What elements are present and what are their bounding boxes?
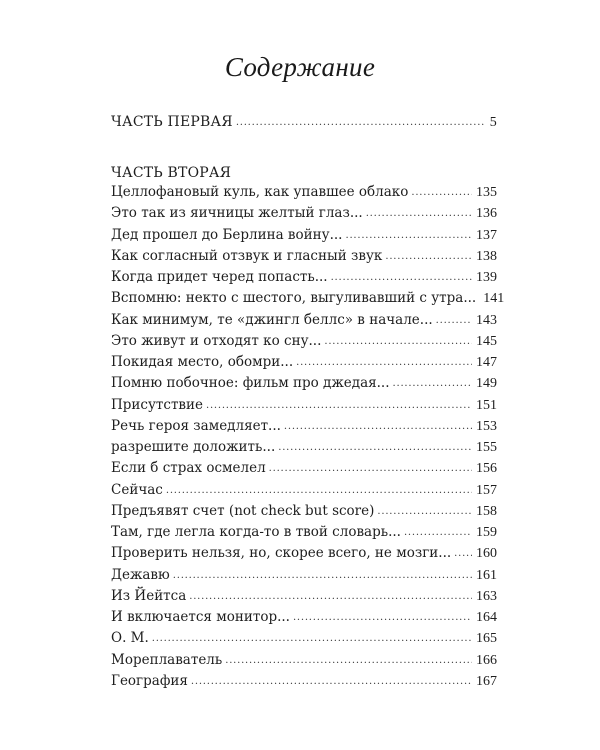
toc-entry-title: Как минимум, те «джингл беллс» в начале... bbox=[111, 311, 433, 328]
toc-entry bbox=[111, 652, 497, 673]
dot-leader bbox=[377, 506, 472, 517]
toc-entry-page-number: 135 bbox=[476, 185, 497, 200]
dot-leader bbox=[173, 570, 472, 581]
toc-entry-page-number: 143 bbox=[476, 312, 497, 328]
dot-leader bbox=[284, 421, 472, 432]
toc-entry-title: Там, где легла когда-то в твой словарь... bbox=[111, 524, 401, 540]
toc-entry-title: Из Йейтса bbox=[111, 587, 187, 604]
toc-entry-page-number: 141 bbox=[483, 291, 505, 307]
toc-entry-title: Речь героя замедляет... bbox=[111, 417, 281, 434]
toc-entry bbox=[111, 524, 497, 545]
part-one-label: ЧАСТЬ ПЕРВАЯ bbox=[111, 114, 233, 130]
part-one-page-number: 5 bbox=[489, 115, 497, 130]
toc-entry bbox=[111, 354, 497, 375]
toc-entry bbox=[111, 588, 497, 609]
toc-entry-page-number: 166 bbox=[476, 652, 497, 668]
toc-entry bbox=[111, 503, 497, 524]
toc-entry-title: разрешите доложить... bbox=[111, 439, 276, 455]
toc-entry-page-number: 147 bbox=[476, 355, 497, 370]
toc-part-one-row bbox=[111, 114, 497, 136]
toc-entry bbox=[111, 418, 497, 439]
page-title: Содержание bbox=[224, 52, 376, 82]
toc-entry-title: Присутствие bbox=[111, 396, 204, 413]
dot-leader bbox=[296, 357, 472, 368]
dot-leader bbox=[225, 655, 472, 666]
toc-entry-title: Это так из яичницы желтый глаз... bbox=[111, 205, 363, 222]
toc-entry-page-number: 167 bbox=[476, 673, 497, 689]
toc-entry-title: География bbox=[111, 672, 188, 689]
toc-entry bbox=[111, 460, 497, 481]
dot-leader bbox=[385, 251, 472, 262]
toc-entry-title: Дед прошел до Берлина войну... bbox=[111, 226, 343, 243]
toc-entry-title: Целлофановый куль, как упавшее облако bbox=[111, 184, 409, 200]
toc-entry bbox=[111, 269, 497, 290]
dot-leader bbox=[393, 378, 472, 389]
toc-entry bbox=[111, 248, 497, 269]
dot-leader bbox=[236, 117, 486, 128]
toc-entry bbox=[111, 227, 497, 248]
toc-entry-title: Это живут и отходят ко сну... bbox=[111, 332, 322, 349]
toc-entry bbox=[111, 609, 497, 630]
toc-entry-page-number: 153 bbox=[476, 418, 497, 434]
toc-entry-page-number: 156 bbox=[476, 461, 497, 477]
toc-entry bbox=[111, 205, 497, 226]
part-two-heading: ЧАСТЬ ВТОРАЯ bbox=[111, 165, 232, 181]
toc-entry bbox=[111, 673, 497, 694]
dot-leader bbox=[331, 272, 472, 283]
dot-leader bbox=[454, 548, 472, 559]
toc-entry-page-number: 155 bbox=[476, 440, 497, 455]
toc-entries-list bbox=[111, 184, 505, 694]
toc-entry-title: О. М. bbox=[111, 630, 149, 647]
toc-entry-page-number: 149 bbox=[476, 376, 497, 392]
toc-entry-page-number: 139 bbox=[476, 270, 497, 285]
dot-leader bbox=[436, 315, 472, 326]
toc-entry bbox=[111, 290, 505, 311]
toc-entry-title: Как согласный отзвук и гласный звук bbox=[111, 247, 383, 264]
toc-entry-title: И включается монитор... bbox=[111, 609, 290, 625]
dot-leader bbox=[411, 187, 472, 198]
toc-entry bbox=[111, 333, 497, 354]
dot-leader bbox=[152, 633, 472, 644]
toc-entry-title: Покидая место, обомри... bbox=[111, 354, 294, 370]
toc-entry bbox=[111, 630, 497, 651]
dot-leader bbox=[324, 336, 472, 347]
toc-entry bbox=[111, 397, 497, 418]
toc-entry-page-number: 161 bbox=[476, 567, 497, 583]
toc-entry-page-number: 151 bbox=[476, 397, 497, 413]
toc-entry-page-number: 136 bbox=[476, 206, 497, 222]
toc-entry bbox=[111, 439, 497, 460]
toc-entry-page-number: 137 bbox=[476, 227, 497, 243]
dot-leader bbox=[366, 208, 472, 219]
toc-entry bbox=[111, 184, 497, 205]
dot-leader bbox=[293, 612, 472, 623]
toc-entry-page-number: 157 bbox=[476, 482, 497, 498]
toc-entry bbox=[111, 482, 497, 503]
toc-entry-title: Если б страх осмелел bbox=[111, 460, 266, 477]
toc-entry-page-number: 145 bbox=[476, 333, 497, 349]
toc-entry-page-number: 164 bbox=[476, 610, 497, 625]
toc-entry-title: Мореплаватель bbox=[111, 651, 223, 668]
toc-entry-title: Проверить нельзя, но, скорее всего, не мозги... bbox=[111, 545, 452, 562]
table-of-contents bbox=[111, 114, 505, 694]
toc-entry bbox=[111, 545, 497, 566]
toc-entry-page-number: 160 bbox=[476, 546, 497, 562]
dot-leader bbox=[191, 676, 472, 687]
toc-entry-page-number: 159 bbox=[476, 525, 497, 540]
toc-entry-title: Дежавю bbox=[111, 566, 170, 583]
toc-entry bbox=[111, 312, 497, 333]
toc-entry-page-number: 163 bbox=[476, 588, 497, 604]
toc-entry-title: Когда придет черед попасть... bbox=[111, 269, 328, 285]
dot-leader bbox=[345, 230, 472, 241]
dot-leader bbox=[166, 485, 472, 496]
toc-entry-page-number: 138 bbox=[476, 248, 497, 264]
toc-entry-title: Вспомню: некто с шестого, выгуливавший с утра... bbox=[111, 290, 477, 307]
dot-leader bbox=[189, 591, 472, 602]
dot-leader bbox=[206, 400, 472, 411]
toc-entry-page-number: 158 bbox=[476, 503, 497, 519]
dot-leader bbox=[269, 463, 472, 474]
toc-entry bbox=[111, 567, 497, 588]
toc-entry-page-number: 165 bbox=[476, 631, 497, 647]
toc-entry-title: Помню побочное: фильм про джедая... bbox=[111, 375, 390, 392]
toc-entry bbox=[111, 375, 497, 396]
toc-entry-title: Сейчас bbox=[111, 481, 163, 498]
toc-entry-title: Предъявят счет (not check but score) bbox=[111, 502, 375, 519]
dot-leader bbox=[404, 527, 472, 538]
dot-leader bbox=[278, 442, 472, 453]
